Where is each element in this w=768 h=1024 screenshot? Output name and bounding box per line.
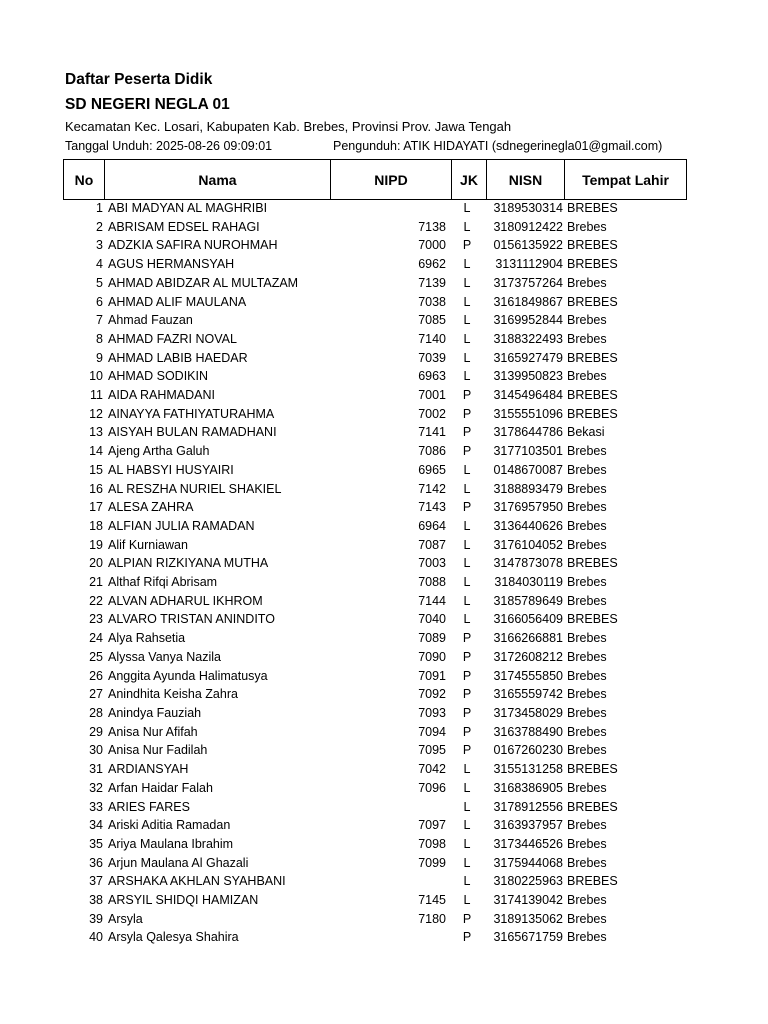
- cell-nama: Althaf Rifqi Abrisam: [108, 575, 218, 590]
- cell-no: 23: [89, 612, 103, 627]
- cell-jk: P: [462, 649, 472, 664]
- cell-nama: Alya Rahsetia: [108, 631, 186, 646]
- cell-nama: Alyssa Vanya Nazila: [108, 649, 222, 664]
- cell-nisn: 3188322493: [493, 331, 563, 346]
- cell-jk: L: [463, 537, 471, 552]
- cell-jk: L: [463, 462, 471, 477]
- cell-jk: P: [462, 668, 472, 683]
- cell-nipd: 7145: [418, 893, 446, 908]
- table-row: [63, 311, 688, 330]
- cell-nipd: 7003: [418, 556, 446, 571]
- cell-tempat-lahir: Brebes: [567, 331, 607, 346]
- cell-nisn: 3177103501: [493, 444, 563, 459]
- cell-nisn: 3180225963: [493, 874, 563, 889]
- cell-nama: ALESA ZAHRA: [108, 500, 194, 515]
- cell-nipd: 7096: [418, 780, 446, 795]
- cell-no: 21: [89, 575, 103, 590]
- cell-tempat-lahir: BREBES: [567, 294, 618, 309]
- cell-tempat-lahir: BREBES: [567, 874, 618, 889]
- cell-no: 18: [89, 518, 103, 533]
- cell-jk: L: [463, 350, 471, 365]
- cell-nisn: 3173458029: [493, 705, 563, 720]
- cell-jk: L: [463, 313, 471, 328]
- cell-nama: AIDA RAHMADANI: [108, 388, 215, 403]
- table-row: [63, 330, 688, 349]
- cell-tempat-lahir: Brebes: [567, 687, 607, 702]
- cell-jk: P: [462, 406, 472, 421]
- table-row: [63, 255, 688, 274]
- cell-nama: ARSHAKA AKHLAN SYAHBANI: [108, 874, 286, 889]
- cell-jk: P: [462, 444, 472, 459]
- cell-nisn: 3165927479: [493, 350, 563, 365]
- table-row: [63, 274, 688, 293]
- cell-nisn: 0156135922: [493, 238, 563, 253]
- cell-jk: L: [463, 818, 471, 833]
- cell-no: 1: [96, 201, 103, 215]
- cell-nisn: 0148670087: [493, 462, 563, 477]
- cell-no: 11: [90, 388, 103, 403]
- cell-nipd: 7093: [418, 705, 446, 720]
- cell-nama: Anggita Ayunda Halimatusya: [108, 668, 268, 683]
- cell-no: 4: [96, 257, 103, 272]
- cell-no: 7: [96, 313, 103, 328]
- cell-nama: AINAYYA FATHIYATURAHMA: [108, 406, 275, 421]
- cell-tempat-lahir: Brebes: [567, 930, 607, 945]
- cell-jk: L: [463, 331, 471, 346]
- cell-no: 29: [89, 724, 103, 739]
- downloader-info: Pengunduh: ATIK HIDAYATI (sdnegerinegla01@gmail.com): [333, 139, 663, 153]
- cell-nama: AHMAD LABIB HAEDAR: [108, 350, 248, 365]
- cell-no: 26: [89, 668, 103, 683]
- cell-tempat-lahir: BREBES: [567, 201, 618, 215]
- cell-jk: P: [462, 687, 472, 702]
- table-row: [63, 891, 688, 910]
- table-row: [63, 517, 688, 536]
- table-row: [63, 610, 688, 629]
- column-header-nisn: NISN: [487, 160, 565, 200]
- cell-tempat-lahir: BREBES: [567, 406, 618, 421]
- cell-nipd: 7000: [418, 238, 446, 253]
- cell-nama: ABI MADYAN AL MAGHRIBI: [108, 201, 268, 215]
- cell-jk: P: [462, 425, 472, 440]
- cell-jk: L: [463, 612, 471, 627]
- cell-nipd: 7039: [418, 350, 446, 365]
- cell-nama: ALFIAN JULIA RAMADAN: [108, 518, 255, 533]
- cell-nama: AISYAH BULAN RAMADHANI: [108, 425, 277, 440]
- cell-jk: L: [463, 275, 471, 290]
- cell-nama: Ariski Aditia Ramadan: [108, 818, 231, 833]
- cell-nama: ARIES FARES: [108, 799, 190, 814]
- cell-nisn: 3169952844: [493, 313, 563, 328]
- cell-no: 5: [96, 275, 103, 290]
- cell-no: 27: [89, 687, 103, 702]
- cell-nama: Ajeng Artha Galuh: [108, 444, 210, 459]
- table-row: [63, 367, 688, 386]
- table-row: [63, 872, 688, 891]
- cell-nipd: 7141: [418, 425, 446, 440]
- cell-nama: Anindhita Keisha Zahra: [108, 687, 238, 702]
- cell-nipd: 7089: [418, 631, 446, 646]
- cell-no: 36: [89, 855, 103, 870]
- cell-tempat-lahir: BREBES: [567, 388, 618, 403]
- cell-tempat-lahir: BREBES: [567, 350, 618, 365]
- cell-nisn: 3185789649: [493, 593, 563, 608]
- column-header-nipd: NIPD: [331, 160, 452, 200]
- cell-jk: L: [463, 836, 471, 851]
- cell-jk: P: [462, 743, 472, 758]
- cell-nisn: 3188893479: [493, 481, 563, 496]
- cell-tempat-lahir: Brebes: [567, 668, 607, 683]
- table-row: [63, 779, 688, 798]
- cell-jk: P: [462, 238, 472, 253]
- cell-jk: P: [462, 724, 472, 739]
- column-header-tempat-lahir: Tempat Lahir: [565, 160, 687, 200]
- cell-nama: Anisa Nur Afifah: [108, 724, 198, 739]
- cell-no: 40: [89, 930, 103, 945]
- cell-nisn: 3173446526: [493, 836, 563, 851]
- cell-nama: ARSYIL SHIDQI HAMIZAN: [108, 893, 259, 908]
- cell-tempat-lahir: Brebes: [567, 518, 607, 533]
- table-row: [63, 386, 688, 405]
- cell-no: 33: [89, 799, 103, 814]
- cell-nipd: 7086: [418, 444, 446, 459]
- table-row: [63, 405, 688, 424]
- cell-tempat-lahir: Brebes: [567, 481, 607, 496]
- cell-nisn: 3176957950: [493, 500, 563, 515]
- cell-nisn: 3166056409: [493, 612, 563, 627]
- cell-no: 9: [96, 350, 103, 365]
- cell-no: 38: [89, 893, 103, 908]
- cell-jk: L: [463, 201, 471, 215]
- cell-nipd: [331, 199, 449, 218]
- cell-no: 2: [96, 219, 103, 234]
- cell-nama: Ahmad Fauzan: [108, 313, 193, 328]
- cell-nisn: 3173757264: [493, 275, 563, 290]
- cell-nisn: 3147873078: [493, 556, 563, 571]
- cell-nisn: 3175944068: [493, 855, 563, 870]
- cell-tempat-lahir: Brebes: [567, 500, 607, 515]
- cell-no: 16: [89, 481, 103, 496]
- table-row: [63, 592, 688, 611]
- cell-tempat-lahir: Brebes: [567, 313, 607, 328]
- cell-nipd: 7090: [418, 649, 446, 664]
- table-row: [63, 741, 688, 760]
- cell-tempat-lahir: Brebes: [567, 444, 607, 459]
- cell-jk: L: [463, 481, 471, 496]
- cell-jk: L: [463, 369, 471, 384]
- cell-nisn: 3178644786: [493, 425, 563, 440]
- cell-no: 15: [89, 462, 103, 477]
- cell-nisn: 3155551096: [493, 406, 563, 421]
- cell-jk: P: [462, 631, 472, 646]
- table-row: [63, 685, 688, 704]
- cell-no: 8: [96, 331, 103, 346]
- cell-jk: P: [462, 930, 472, 945]
- column-header-no: No: [64, 160, 105, 200]
- table-row: [63, 554, 688, 573]
- cell-nisn: 3189135062: [493, 911, 563, 926]
- cell-nisn: 3155131258: [493, 762, 563, 777]
- cell-nama: AGUS HERMANSYAH: [108, 257, 235, 272]
- cell-nisn: 3189530314: [493, 201, 563, 215]
- cell-nama: ALVAN ADHARUL IKHROM: [108, 593, 263, 608]
- cell-tempat-lahir: BREBES: [567, 612, 618, 627]
- cell-no: 22: [89, 593, 103, 608]
- cell-nipd: [331, 928, 449, 947]
- table-row: [63, 218, 688, 237]
- cell-no: 13: [89, 425, 103, 440]
- cell-nipd: 7140: [418, 331, 446, 346]
- cell-nama: Arsyla: [108, 911, 143, 926]
- cell-nama: Arfan Haidar Falah: [108, 780, 213, 795]
- cell-no: 31: [89, 762, 103, 777]
- cell-nama: ALVARO TRISTAN ANINDITO: [108, 612, 275, 627]
- cell-nama: Alif Kurniawan: [108, 537, 188, 552]
- cell-tempat-lahir: BREBES: [567, 257, 618, 272]
- table-row: [63, 760, 688, 779]
- cell-nisn: 3176104052: [493, 537, 563, 552]
- cell-tempat-lahir: Brebes: [567, 780, 607, 795]
- cell-nipd: 7088: [418, 575, 446, 590]
- cell-nipd: 7139: [418, 275, 446, 290]
- cell-no: 39: [89, 911, 103, 926]
- cell-no: 37: [89, 874, 103, 889]
- cell-tempat-lahir: Brebes: [567, 369, 607, 384]
- cell-nipd: 7040: [418, 612, 446, 627]
- cell-nipd: 7138: [418, 219, 446, 234]
- table-row: [63, 498, 688, 517]
- cell-tempat-lahir: Brebes: [567, 593, 607, 608]
- cell-no: 19: [89, 537, 103, 552]
- cell-nisn: 3161849867: [493, 294, 563, 309]
- cell-nama: ADZKIA SAFIRA NUROHMAH: [108, 238, 278, 253]
- cell-tempat-lahir: Brebes: [567, 743, 607, 758]
- cell-nipd: 7144: [418, 593, 446, 608]
- cell-nama: Anindya Fauziah: [108, 705, 202, 720]
- cell-jk: L: [463, 855, 471, 870]
- cell-tempat-lahir: Brebes: [567, 631, 607, 646]
- cell-tempat-lahir: Brebes: [567, 893, 607, 908]
- table-row: [63, 461, 688, 480]
- table-row: [63, 835, 688, 854]
- cell-tempat-lahir: Brebes: [567, 855, 607, 870]
- cell-no: 24: [89, 631, 103, 646]
- cell-nama: AHMAD ABIDZAR AL MULTAZAM: [108, 275, 299, 290]
- cell-jk: P: [462, 705, 472, 720]
- cell-tempat-lahir: Brebes: [567, 911, 607, 926]
- cell-no: 10: [89, 369, 103, 384]
- cell-nipd: 7085: [418, 313, 446, 328]
- cell-nisn: 3163788490: [493, 724, 563, 739]
- cell-jk: L: [463, 799, 471, 814]
- cell-jk: L: [463, 593, 471, 608]
- cell-nisn: 3131112904: [495, 257, 563, 272]
- cell-jk: P: [462, 388, 472, 403]
- cell-jk: L: [463, 874, 471, 889]
- cell-jk: P: [462, 911, 472, 926]
- cell-no: 35: [89, 836, 103, 851]
- table-row: [63, 667, 688, 686]
- cell-nisn: 3172608212: [493, 649, 563, 664]
- cell-no: 6: [96, 294, 103, 309]
- cell-tempat-lahir: Brebes: [567, 275, 607, 290]
- table-row: [63, 480, 688, 499]
- cell-no: 14: [89, 444, 103, 459]
- cell-nipd: 7098: [418, 836, 446, 851]
- cell-nama: Ariya Maulana Ibrahim: [108, 836, 234, 851]
- cell-tempat-lahir: Brebes: [567, 575, 607, 590]
- cell-no: 25: [89, 649, 103, 664]
- table-row: [63, 573, 688, 592]
- table-row: [63, 910, 688, 929]
- cell-nisn: 0167260230: [493, 743, 563, 758]
- cell-jk: L: [463, 762, 471, 777]
- cell-nipd: 6963: [418, 369, 446, 384]
- table-row: [63, 423, 688, 442]
- cell-no: 3: [96, 238, 103, 253]
- cell-nipd: 6964: [418, 518, 446, 533]
- cell-tempat-lahir: Brebes: [567, 537, 607, 552]
- cell-nipd: 7143: [418, 500, 446, 515]
- cell-nisn: 3165559742: [493, 687, 563, 702]
- cell-nisn: 3168386905: [493, 780, 563, 795]
- table-row: [63, 704, 688, 723]
- cell-tempat-lahir: Brebes: [567, 462, 607, 477]
- cell-tempat-lahir: BREBES: [567, 799, 618, 814]
- cell-no: 17: [89, 500, 103, 515]
- cell-nipd: [331, 872, 449, 891]
- column-header-nama: Nama: [105, 160, 331, 200]
- cell-nisn: 3184030119: [494, 575, 563, 590]
- cell-nisn: 3174139042: [493, 893, 563, 908]
- table-row: [63, 236, 688, 255]
- cell-jk: P: [462, 500, 472, 515]
- student-table: [63, 199, 688, 947]
- location-line: Kecamatan Kec. Losari, Kabupaten Kab. Brebes, Provinsi Prov. Jawa Tengah: [65, 119, 512, 134]
- cell-nisn: 3166266881: [493, 631, 563, 646]
- table-row: [63, 816, 688, 835]
- cell-jk: L: [463, 294, 471, 309]
- table-row: [63, 928, 688, 947]
- cell-nipd: 7092: [418, 687, 446, 702]
- cell-no: 32: [89, 780, 103, 795]
- cell-nipd: 6962: [418, 257, 446, 272]
- cell-nipd: 7091: [418, 668, 446, 683]
- table-row: [63, 798, 688, 817]
- cell-no: 34: [89, 818, 103, 833]
- cell-nama: ABRISAM EDSEL RAHAGI: [108, 219, 260, 234]
- cell-nisn: 3174555850: [493, 668, 563, 683]
- cell-nipd: 7099: [418, 855, 446, 870]
- cell-nama: AHMAD SODIKIN: [108, 369, 209, 384]
- table-row: [63, 293, 688, 312]
- cell-jk: L: [463, 518, 471, 533]
- cell-jk: L: [463, 257, 471, 272]
- cell-nipd: 6965: [418, 462, 446, 477]
- table-header: [63, 159, 687, 200]
- cell-tempat-lahir: Brebes: [567, 724, 607, 739]
- cell-nisn: 3163937957: [493, 818, 563, 833]
- cell-nipd: 7087: [418, 537, 446, 552]
- cell-jk: L: [463, 556, 471, 571]
- cell-nipd: 7180: [418, 911, 446, 926]
- school-name: SD NEGERI NEGLA 01: [65, 96, 230, 113]
- cell-no: 20: [89, 556, 103, 571]
- download-date: Tanggal Unduh: 2025-08-26 09:09:01: [65, 139, 273, 153]
- cell-no: 12: [89, 406, 103, 421]
- cell-tempat-lahir: BREBES: [567, 238, 618, 253]
- cell-nipd: [331, 798, 449, 817]
- table-row: [63, 349, 688, 368]
- cell-nipd: 7097: [418, 818, 446, 833]
- cell-nipd: 7002: [418, 406, 446, 421]
- cell-nama: Arjun Maulana Al Ghazali: [108, 855, 249, 870]
- column-header-jk: JK: [452, 160, 487, 200]
- cell-nisn: 3180912422: [493, 219, 563, 234]
- cell-tempat-lahir: Brebes: [567, 818, 607, 833]
- cell-tempat-lahir: Brebes: [567, 219, 607, 234]
- cell-nipd: 7001: [418, 388, 446, 403]
- cell-nisn: 3145496484: [493, 388, 563, 403]
- table-row: [63, 442, 688, 461]
- cell-tempat-lahir: Brebes: [567, 836, 607, 851]
- cell-nama: AHMAD ALIF MAULANA: [108, 294, 247, 309]
- cell-nipd: 7095: [418, 743, 446, 758]
- cell-jk: L: [463, 780, 471, 795]
- cell-tempat-lahir: BREBES: [567, 556, 618, 571]
- cell-nipd: 7042: [418, 762, 446, 777]
- document-title: Daftar Peserta Didik: [65, 71, 213, 88]
- cell-nisn: 3136440626: [493, 518, 563, 533]
- cell-jk: L: [463, 575, 471, 590]
- cell-no: 28: [89, 705, 103, 720]
- cell-jk: L: [463, 219, 471, 234]
- cell-nisn: 3165671759: [493, 930, 563, 945]
- table-row: [63, 536, 688, 555]
- cell-nama: Arsyla Qalesya Shahira: [108, 930, 239, 945]
- cell-no: 30: [89, 743, 103, 758]
- cell-nipd: 7038: [418, 294, 446, 309]
- cell-nama: AL HABSYI HUSYAIRI: [108, 462, 234, 477]
- cell-nipd: 7094: [418, 724, 446, 739]
- cell-jk: L: [463, 893, 471, 908]
- table-row: [63, 648, 688, 667]
- cell-nisn: 3178912556: [493, 799, 563, 814]
- student-table-body: [63, 199, 688, 947]
- cell-nama: ARDIANSYAH: [108, 762, 189, 777]
- cell-tempat-lahir: Brebes: [567, 705, 607, 720]
- cell-nama: AHMAD FAZRI NOVAL: [108, 331, 237, 346]
- cell-nipd: 7142: [418, 481, 446, 496]
- cell-nama: ALPIAN RIZKIYANA MUTHA: [108, 556, 269, 571]
- cell-tempat-lahir: Brebes: [567, 649, 607, 664]
- cell-nisn: 3139950823: [493, 369, 563, 384]
- table-row: [63, 723, 688, 742]
- table-row: [63, 629, 688, 648]
- table-row: [63, 854, 688, 873]
- cell-tempat-lahir: Bekasi: [567, 425, 605, 440]
- table-row: [63, 199, 688, 218]
- cell-tempat-lahir: BREBES: [567, 762, 618, 777]
- cell-nama: AL RESZHA NURIEL SHAKIEL: [108, 481, 282, 496]
- cell-nama: Anisa Nur Fadilah: [108, 743, 208, 758]
